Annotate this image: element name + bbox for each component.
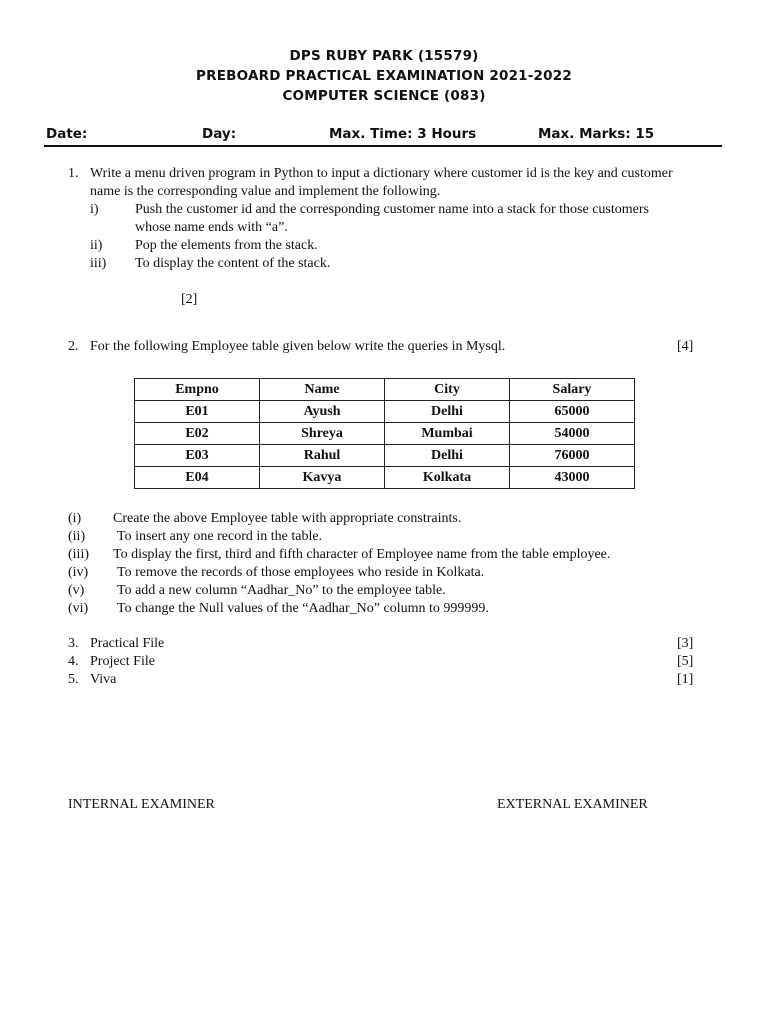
column-header: Empno — [135, 379, 260, 401]
q1-part-label: ii) — [90, 238, 103, 253]
question-1-text-line1: Write a menu driven program in Python to input a dictionary where customer id is the key and customer — [90, 166, 673, 181]
column-header: City — [385, 379, 510, 401]
question-1-text-line2: name is the corresponding value and implement the following. — [90, 184, 441, 199]
q2-part-text: To insert any one record in the table. — [117, 529, 323, 544]
day-label: Day: — [202, 126, 237, 142]
table-cell: Kolkata — [385, 467, 510, 489]
q1-part-label: iii) — [90, 256, 107, 271]
table-cell: Ayush — [260, 401, 385, 423]
table-cell: Rahul — [260, 445, 385, 467]
table-cell: Shreya — [260, 423, 385, 445]
question-3-number: 3. — [68, 636, 79, 651]
q1-part-label: i) — [90, 202, 99, 217]
date-label: Date: — [46, 126, 88, 142]
max-marks: Max. Marks: 15 — [538, 126, 655, 142]
table-cell: Delhi — [385, 445, 510, 467]
question-5-marks: [1] — [677, 672, 694, 687]
question-5-text: Viva — [90, 672, 117, 687]
q1-part-text: whose name ends with “a”. — [135, 220, 288, 235]
question-3-marks: [3] — [677, 636, 694, 651]
exam-title: PREBOARD PRACTICAL EXAMINATION 2021-2022 — [196, 68, 572, 84]
table-cell: E01 — [135, 401, 260, 423]
question-4-text: Project File — [90, 654, 155, 669]
table-header-row — [135, 379, 635, 401]
q2-part-text: Create the above Employee table with appropriate constraints. — [113, 511, 462, 526]
table-cell: 65000 — [510, 401, 635, 423]
q2-part-text: To change the Null values of the “Aadhar_No” column to 999999. — [117, 601, 489, 616]
school-name: DPS RUBY PARK (15579) — [289, 48, 479, 64]
internal-examiner-label: INTERNAL EXAMINER — [68, 797, 215, 812]
q2-part-text: To display the first, third and fifth character of Employee name from the table employee. — [113, 547, 611, 562]
table-row — [135, 423, 635, 445]
q2-part-label: (v) — [68, 583, 85, 598]
column-header: Salary — [510, 379, 635, 401]
external-examiner-label: EXTERNAL EXAMINER — [497, 797, 648, 812]
q2-part-text: To add a new column “Aadhar_No” to the employee table. — [117, 583, 446, 598]
question-1-number: 1. — [68, 166, 79, 181]
question-5-number: 5. — [68, 672, 79, 687]
header-rule — [44, 145, 722, 147]
table-cell: Delhi — [385, 401, 510, 423]
q2-part-label: (iv) — [68, 565, 89, 580]
q2-part-label: (iii) — [68, 547, 89, 562]
table-row — [135, 467, 635, 489]
table-cell: Mumbai — [385, 423, 510, 445]
max-time: Max. Time: 3 Hours — [329, 126, 477, 142]
q1-part-text: Pop the elements from the stack. — [135, 238, 318, 253]
question-2-text: For the following Employee table given below write the queries in Mysql. — [90, 339, 506, 354]
q2-part-label: (i) — [68, 511, 82, 526]
q1-part-text: To display the content of the stack. — [135, 256, 331, 271]
table-cell: 76000 — [510, 445, 635, 467]
q1-part-text: Push the customer id and the corresponding customer name into a stack for those customers — [135, 202, 649, 217]
table-cell: Kavya — [260, 467, 385, 489]
question-4-marks: [5] — [677, 654, 694, 669]
employee-table — [134, 378, 635, 489]
table-cell: E04 — [135, 467, 260, 489]
table-cell: 54000 — [510, 423, 635, 445]
question-3-text: Practical File — [90, 636, 165, 651]
question-4-number: 4. — [68, 654, 79, 669]
table-row — [135, 445, 635, 467]
table-cell: E02 — [135, 423, 260, 445]
table-cell: 43000 — [510, 467, 635, 489]
column-header: Name — [260, 379, 385, 401]
table-row — [135, 401, 635, 423]
subject-title: COMPUTER SCIENCE (083) — [282, 88, 486, 104]
question-2-number: 2. — [68, 339, 79, 354]
question-1-marks: [2] — [181, 292, 198, 307]
table-cell: E03 — [135, 445, 260, 467]
q2-part-text: To remove the records of those employees who reside in Kolkata. — [117, 565, 485, 580]
q2-part-label: (ii) — [68, 529, 86, 544]
question-2-marks: [4] — [677, 339, 694, 354]
q2-part-label: (vi) — [68, 601, 89, 616]
